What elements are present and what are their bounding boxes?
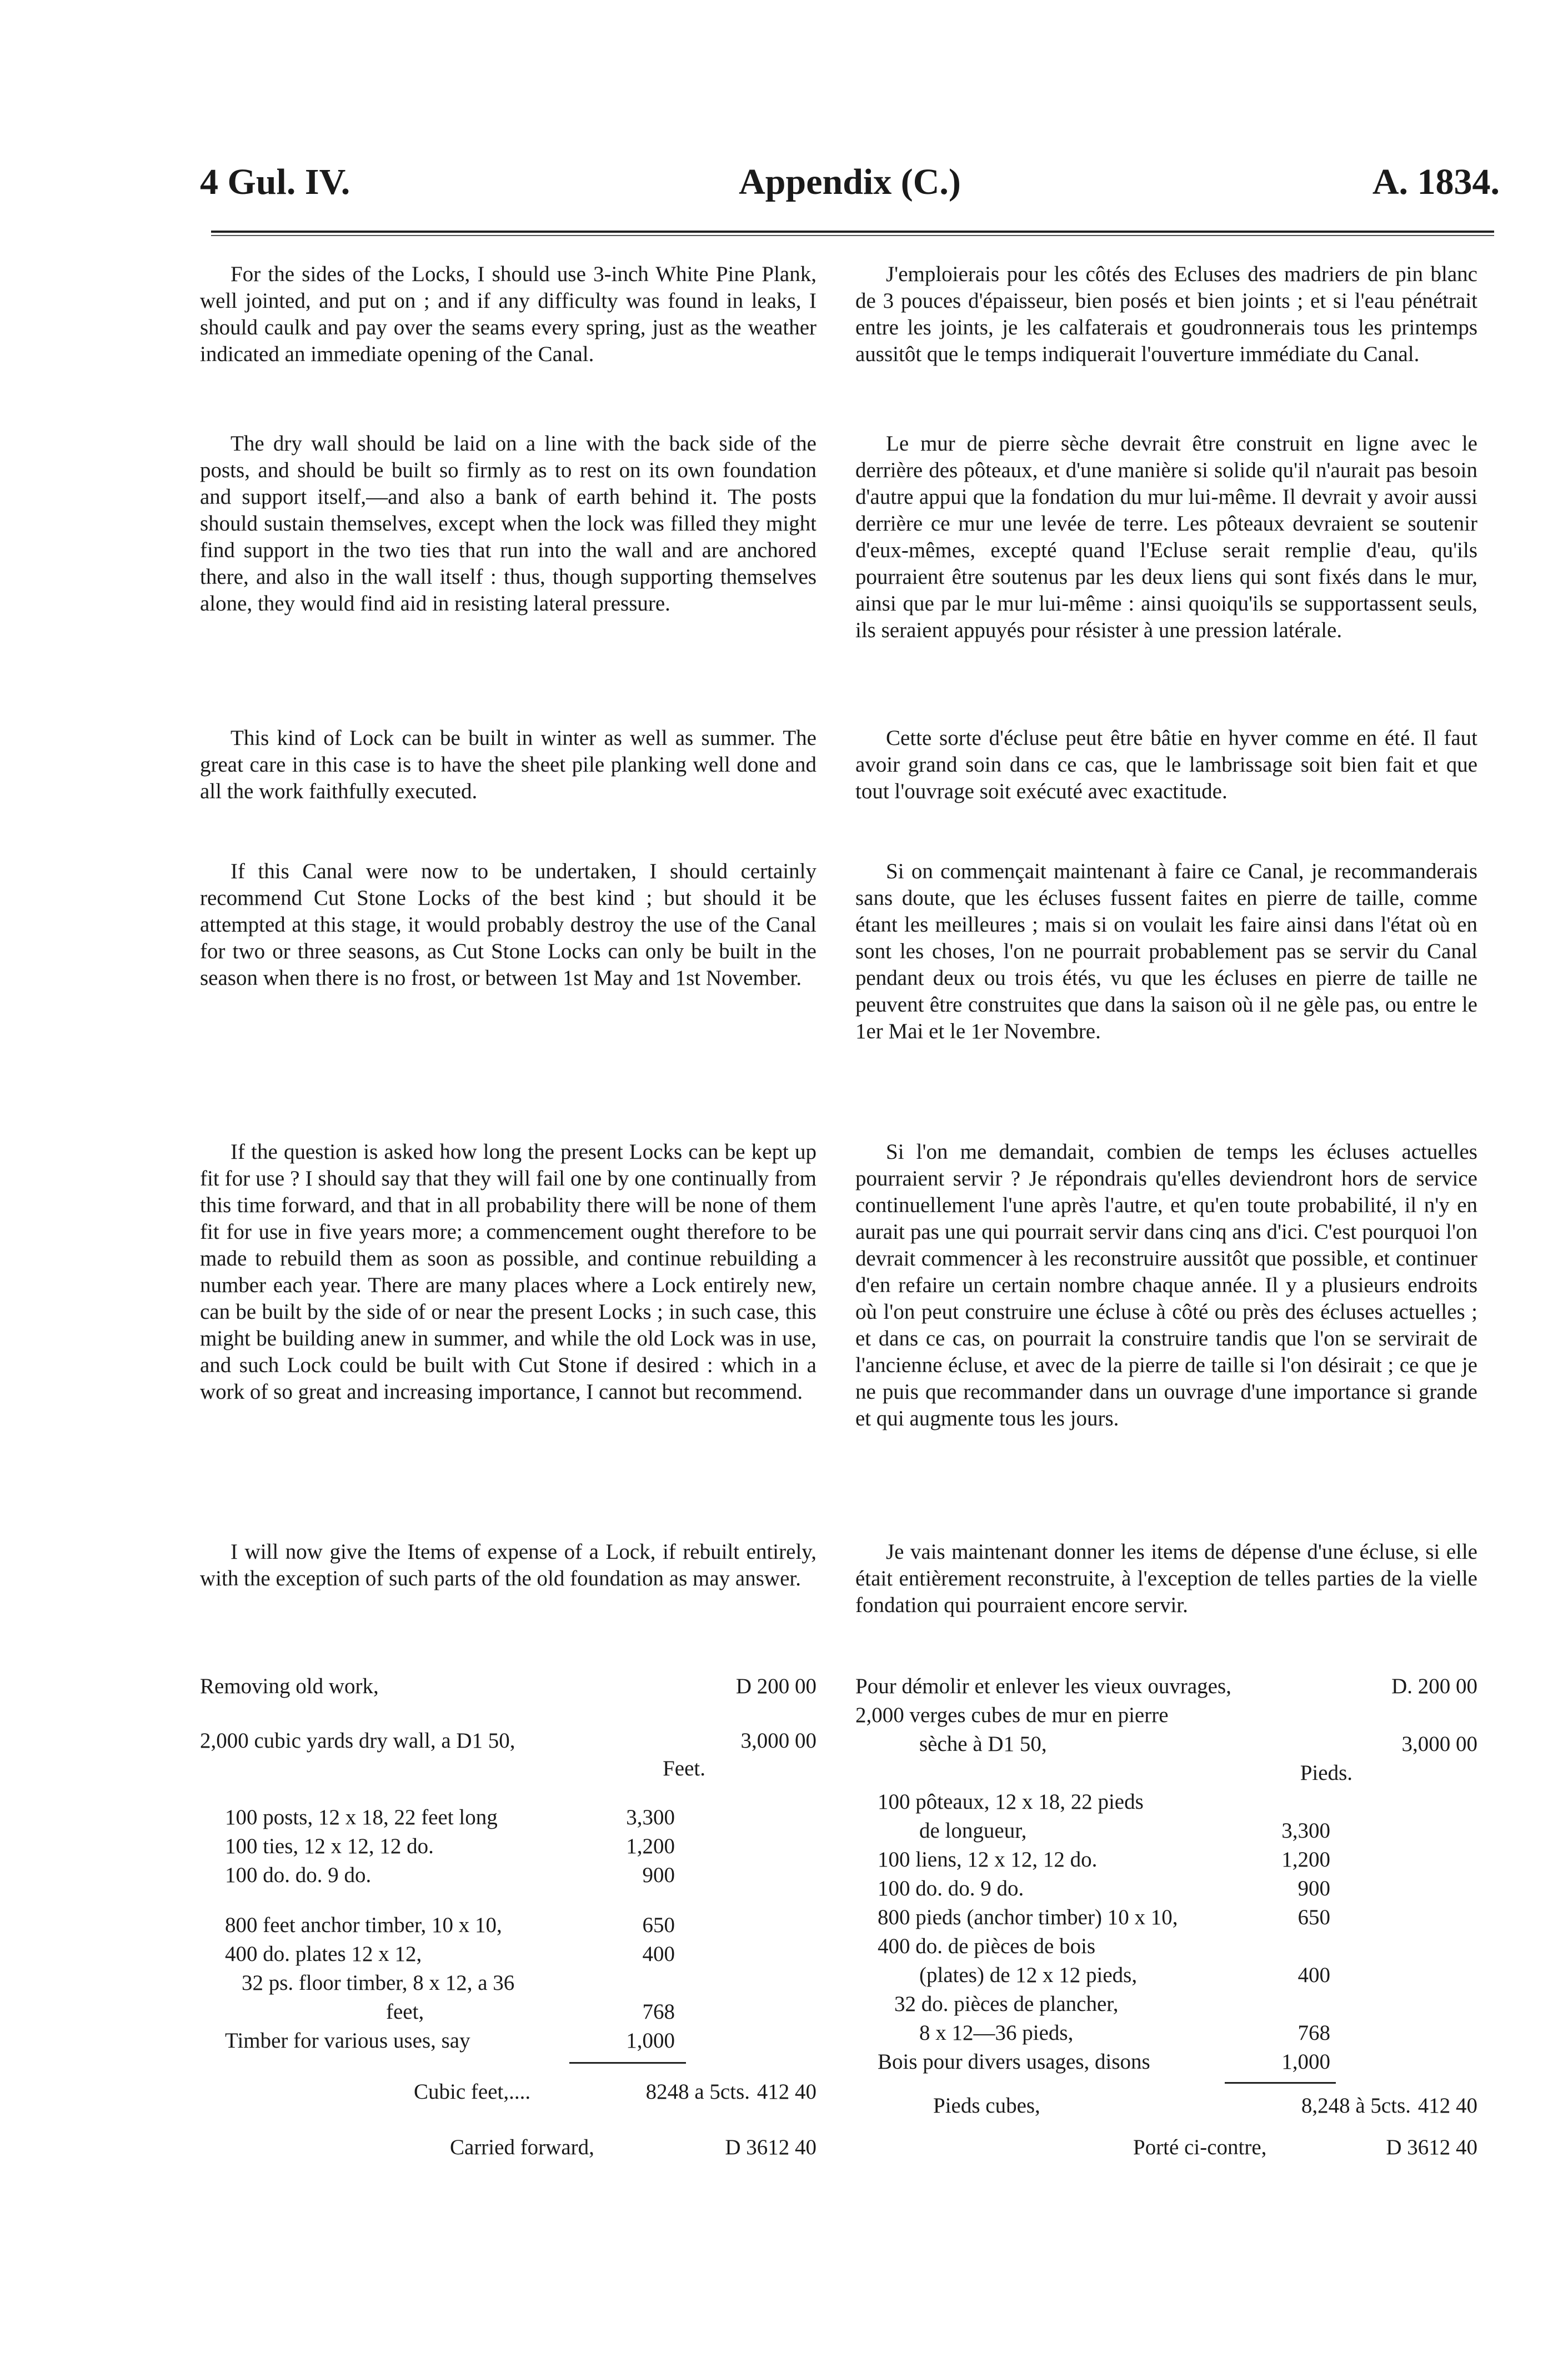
en-removing-amount: D 200 00 bbox=[735, 1674, 816, 1698]
en-item-amount: 400 bbox=[642, 1942, 675, 1966]
fr-drywall-amount: 3,000 00 bbox=[1401, 1732, 1477, 1756]
fr-item-amount: 650 bbox=[1298, 1905, 1330, 1929]
en-item-label: 400 do. plates 12 x 12, bbox=[225, 1942, 422, 1966]
fr-item-amount: 1,200 bbox=[1281, 1848, 1330, 1871]
fr-item-label: 32 do. pièces de plancher, bbox=[894, 1992, 1119, 2016]
fr-item-label: 800 pieds (anchor timber) 10 x 10, bbox=[878, 1905, 1178, 1929]
fr-item-label: 100 liens, 12 x 12, 12 do. bbox=[878, 1848, 1098, 1871]
en-item-label: 100 do. do. 9 do. bbox=[225, 1863, 372, 1887]
en-paragraph-2: The dry wall should be laid on a line with the back side of the posts, and should be built so firmly as to rest on its own foundation and support itself,—and also a bank of earth behind it. The posts should sustain themselves, except when the lock was filled they might find support in the two ties that run into the wall and are anchored there, and also in the wall itself : thus, though supporting themselves alone, they would find aid in resisting lateral pressure. bbox=[200, 432, 816, 615]
en-sum-rule bbox=[569, 2062, 686, 2064]
en-item-label: feet, bbox=[386, 2000, 424, 2024]
en-item-label: 32 ps. floor timber, 8 x 12, a 36 bbox=[242, 1971, 515, 1995]
en-item-amount: 1,000 bbox=[626, 2029, 675, 2053]
en-paragraph-4: If this Canal were now to be undertaken, I should certainly recommend Cut Stone Locks of the best kind ; but should it be attempted at this stage, it would probably destroy the use of the Canal for two or three seasons, as Cut Stone Locks can only be built in the season when there is no frost, or between 1st May and 1st November. bbox=[200, 859, 816, 990]
fr-drywall-label-a: 2,000 verges cubes de mur en pierre bbox=[855, 1703, 1169, 1727]
en-paragraph-6: I will now give the Items of expense of a Lock, if rebuilt entirely, with the exception of such parts of the old foundation as may answer. bbox=[200, 1540, 816, 1590]
header-year: A. 1834. bbox=[1372, 162, 1500, 202]
fr-pieds-heading: Pieds. bbox=[1300, 1761, 1352, 1785]
fr-removing-label: Pour démolir et enlever les vieux ouvrages, bbox=[855, 1674, 1231, 1698]
en-cubic-feet-label: Cubic feet,.... bbox=[414, 2080, 531, 2104]
fr-item-amount: 1,000 bbox=[1281, 2050, 1330, 2074]
en-drywall-label: 2,000 cubic yards dry wall, a D1 50, bbox=[200, 1729, 515, 1753]
fr-paragraph-2: Le mur de pierre sèche devrait être construit en ligne avec le derrière des pôteaux, et d'une manière si solide qu'il n'aurait pas besoin d'autre appui que la fondation du mur lui-même. Il devrait y avoir aussi derrière ce mur une levée de terre. Les pôteaux devraient se soutenir d'eux-mêmes, excepté quand l'Ecluse serait remplie d'eau, qu'ils pourraient être soutenus par les deux liens qui sont fixés dans le mur, ainsi que par le mur lui-même : ainsi quoiqu'ils se supportassent seuls, ils seraient appuyés pour résister à une pression latérale. bbox=[855, 432, 1477, 642]
en-cubic-feet-amount: 412 40 bbox=[757, 2080, 816, 2104]
fr-item-amount: 3,300 bbox=[1281, 1819, 1330, 1843]
fr-removing-amount: D. 200 00 bbox=[1391, 1674, 1477, 1698]
en-item-amount: 1,200 bbox=[626, 1834, 675, 1858]
fr-paragraph-4: Si on commençait maintenant à faire ce Canal, je recommanderais sans doute, que les écluses fussent faites en pierre de taille, comme étant les meilleures ; mais si on voulait les faire ainsi dans l'état où en sont les choses, l'on ne pourrait probablement pas se servir du Canal pendant deux ou trois étés, vu que les écluses en pierre de taille ne peuvent être construites que dans la saison où il ne gèle pas, ou entre le 1er Mai et le 1er Novembre. bbox=[855, 859, 1477, 1043]
header-rule-thin bbox=[211, 235, 1494, 236]
header-regnal-year: 4 Gul. IV. bbox=[200, 162, 350, 202]
fr-cubic-feet-amount: 412 40 bbox=[1417, 2094, 1477, 2118]
en-feet-heading: Feet. bbox=[663, 1757, 705, 1780]
en-paragraph-3: This kind of Lock can be built in winter as well as summer. The great care in this case is to have the sheet pile planking well done and all the work faithfully executed. bbox=[200, 726, 816, 803]
fr-paragraph-3: Cette sorte d'écluse peut être bâtie en hyver comme en été. Il faut avoir grand soin dans ce cas, que le lambrissage soit bien fait et que tout l'ouvrage soit exécuté avec exactitude. bbox=[855, 726, 1477, 803]
fr-item-label: (plates) de 12 x 12 pieds, bbox=[919, 1963, 1138, 1987]
en-item-label: 100 ties, 12 x 12, 12 do. bbox=[225, 1834, 434, 1858]
en-removing-label: Removing old work, bbox=[200, 1674, 379, 1698]
fr-item-label: 8 x 12—36 pieds, bbox=[919, 2021, 1074, 2045]
fr-sum-rule bbox=[1225, 2082, 1336, 2084]
page-header bbox=[200, 161, 1500, 211]
fr-cubic-feet-calc: 8,248 à 5cts. bbox=[1301, 2094, 1411, 2118]
header-appendix: Appendix (C.) bbox=[739, 162, 961, 202]
fr-carried-forward-amount: D 3612 40 bbox=[1386, 2135, 1477, 2159]
fr-item-amount: 900 bbox=[1298, 1876, 1330, 1900]
en-item-amount: 768 bbox=[642, 2000, 675, 2024]
fr-paragraph-1: J'emploierais pour les côtés des Ecluses des madriers de pin blanc de 3 pouces d'épaisseur, bien posés et bien joints ; et si l'eau pénétrait entre les joints, je les calfaterais et goudronnerais tous les printemps aussitôt que le temps indiquerait l'ouverture immédiate du Canal. bbox=[855, 262, 1477, 366]
fr-item-label: de longueur, bbox=[919, 1819, 1027, 1843]
fr-paragraph-5: Si l'on me demandait, combien de temps les écluses actuelles pourraient servir ? Je répondrais qu'elles deviendront hors de service continuellement l'une après l'autre, et qu'en toute probabilité, il n'y en aurait pas une qui pourrait servir dans cinq ans d'ici. C'est pourquoi l'on devrait commencer à les reconstruire aussitôt que possible, et continuer d'en refaire un certain nombre chaque année. Il y a plusieurs endroits où l'on peut construire une écluse à côté ou près des écluses actuelles ; et dans ce cas, on pourrait la construire tandis que l'on se servirait de l'ancienne écluse, et avec de la pierre de taille si l'on désirait ; ce que je ne puis que recommander dans un ouvrage d'une importance si grande et qui augmente tous les jours. bbox=[855, 1140, 1477, 1430]
en-carried-forward-label: Carried forward, bbox=[450, 2135, 594, 2159]
fr-carried-forward-label: Porté ci-contre, bbox=[1133, 2135, 1267, 2159]
fr-item-label: 400 do. de pièces de bois bbox=[878, 1934, 1096, 1958]
en-item-amount: 650 bbox=[642, 1913, 675, 1937]
fr-item-label: 100 pôteaux, 12 x 18, 22 pieds bbox=[878, 1790, 1144, 1814]
en-item-label: 800 feet anchor timber, 10 x 10, bbox=[225, 1913, 502, 1937]
fr-item-label: 100 do. do. 9 do. bbox=[878, 1876, 1024, 1900]
fr-cubic-feet-label: Pieds cubes, bbox=[933, 2094, 1040, 2118]
fr-paragraph-6: Je vais maintenant donner les items de dépense d'une écluse, si elle était entièrement reconstruite, à l'exception de telles parties de la vielle fondation qui pourraient encore servir. bbox=[855, 1540, 1477, 1617]
en-paragraph-5: If the question is asked how long the present Locks can be kept up fit for use ? I should say that they will fail one by one continually from this time forward, and that in all probability there will be none of them fit for use in five years more; a commencement ought therefore to be made to rebuild them as soon as possible, and continue rebuilding a number each year. There are many places where a Lock entirely new, can be built by the side of or near the present Locks ; in such case, this might be building anew in summer, and while the old Lock was in use, and such Lock could be built with Cut Stone if desired : which in a work of so great and increasing importance, I cannot but recommend. bbox=[200, 1140, 816, 1404]
fr-drywall-label-b: sèche à D1 50, bbox=[919, 1732, 1047, 1756]
en-item-label: 100 posts, 12 x 18, 22 feet long bbox=[225, 1805, 498, 1829]
en-carried-forward-amount: D 3612 40 bbox=[725, 2135, 816, 2159]
en-item-label: Timber for various uses, say bbox=[225, 2029, 470, 2053]
header-rule bbox=[211, 231, 1494, 233]
en-cubic-feet-calc: 8248 a 5cts. bbox=[645, 2080, 750, 2104]
en-item-amount: 900 bbox=[642, 1863, 675, 1887]
fr-item-amount: 768 bbox=[1298, 2021, 1330, 2045]
en-drywall-amount: 3,000 00 bbox=[740, 1729, 816, 1753]
en-item-amount: 3,300 bbox=[626, 1805, 675, 1829]
en-paragraph-1: For the sides of the Locks, I should use 3-inch White Pine Plank, well jointed, and put on ; and if any difficulty was found in leaks, I should caulk and pay over the seams every spring, just as the weather indicated an immediate opening of the Canal. bbox=[200, 262, 816, 366]
fr-item-label: Bois pour divers usages, disons bbox=[878, 2050, 1150, 2074]
fr-item-amount: 400 bbox=[1298, 1963, 1330, 1987]
